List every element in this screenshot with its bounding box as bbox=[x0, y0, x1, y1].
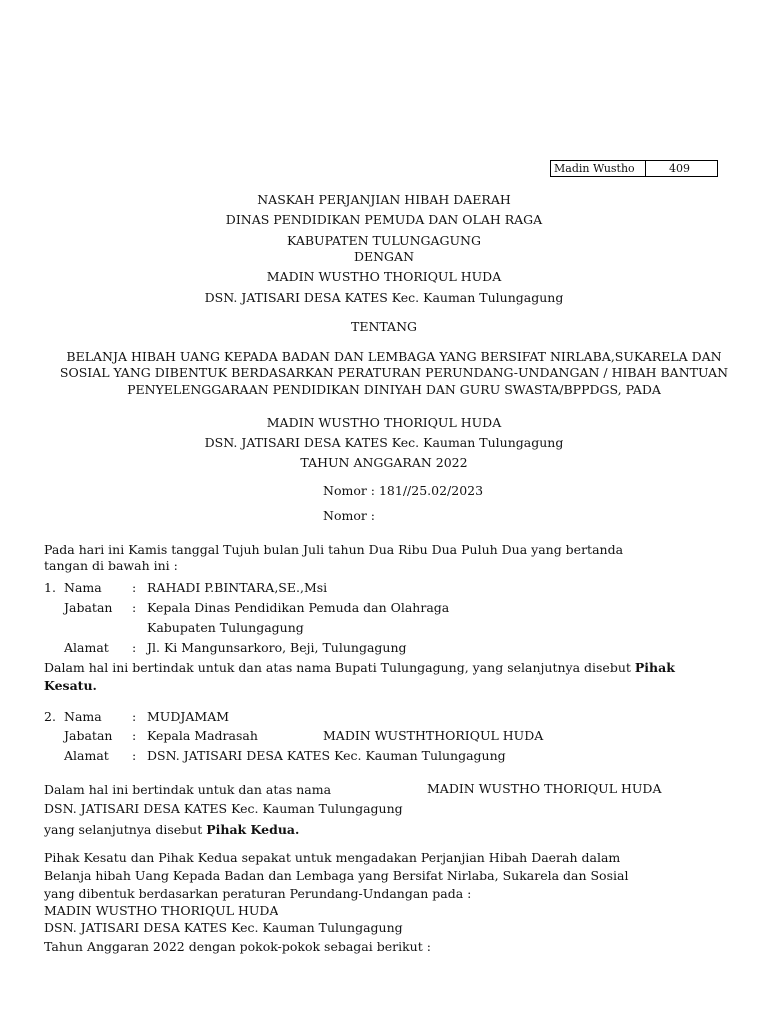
party-2-statement-org: MADIN WUSTHO THORIQUL HUDA bbox=[427, 781, 662, 796]
doc-address-2: DSN. JATISARI DESA KATES Kec. Kauman Tulungagung bbox=[204, 435, 564, 450]
party-2-address-label: Alamat bbox=[64, 748, 109, 763]
doc-number-1: Nomor : 181//25.02/2023 bbox=[323, 483, 484, 498]
agreement-line-1: Pihak Kesatu dan Pihak Kedua sepakat untuk mengadakan Perjanjian Hibah Daerah dalam bbox=[44, 850, 621, 865]
party-2-colon: : bbox=[132, 748, 137, 763]
doc-fiscal-year: TAHUN ANGGARAN 2022 bbox=[300, 455, 468, 470]
doc-institution-2: MADIN WUSTHO THORIQUL HUDA bbox=[266, 415, 502, 430]
intro-line-1: Pada hari ini Kamis tanggal Tujuh bulan Juli tahun Dua Ribu Dua Puluh Dua yang bertanda bbox=[44, 542, 624, 557]
party-1-colon: : bbox=[132, 600, 137, 615]
party-1-number: 1. bbox=[44, 580, 56, 595]
doc-title: NASKAH PERJANJIAN HIBAH DAERAH bbox=[257, 192, 511, 207]
party-2-name-label: Nama bbox=[64, 709, 102, 724]
doc-number-2: Nomor : bbox=[323, 508, 376, 523]
party-1-role: Pihak bbox=[634, 660, 675, 675]
party-1-position-2: Kabupaten Tulungagung bbox=[147, 620, 304, 635]
party-2-statement-3-text: yang selanjutnya disebut bbox=[44, 822, 207, 837]
party-2-statement-1: Dalam hal ini bertindak untuk dan atas nama bbox=[44, 782, 332, 797]
party-2-colon: : bbox=[132, 728, 137, 743]
party-1-role-2: Kesatu. bbox=[44, 678, 97, 693]
doc-address: DSN. JATISARI DESA KATES Kec. Kauman Tulungagung bbox=[204, 290, 564, 305]
doc-agency: DINAS PENDIDIKAN PEMUDA DAN OLAH RAGA bbox=[225, 212, 543, 227]
party-1-position: Kepala Dinas Pendidikan Pemuda dan Olahraga bbox=[147, 600, 450, 615]
party-2-position-org: MADIN WUSTHTHORIQUL HUDA bbox=[323, 728, 544, 743]
agreement-line-2: Belanja hibah Uang Kepada Badan dan Lembaga yang Bersifat Nirlaba, Sukarela dan Sosial bbox=[44, 868, 629, 883]
agreement-line-4: MADIN WUSTHO THORIQUL HUDA bbox=[44, 903, 278, 918]
party-2-role: Pihak Kedua. bbox=[206, 822, 300, 837]
party-1-colon: : bbox=[132, 640, 137, 655]
party-1-role-cont bbox=[44, 678, 97, 694]
party-1-colon: : bbox=[132, 580, 137, 595]
doc-institution: MADIN WUSTHO THORIQUL HUDA bbox=[266, 269, 502, 284]
id-box-number: 409 bbox=[669, 162, 690, 175]
doc-regency: KABUPATEN TULUNGAGUNG bbox=[287, 233, 481, 248]
party-2-number: 2. bbox=[44, 709, 56, 724]
agreement-line-3: yang dibentuk berdasarkan peraturan Perundang-Undangan pada : bbox=[44, 886, 472, 901]
intro-line-2: tangan di bawah ini : bbox=[44, 558, 178, 573]
agreement-line-5: DSN. JATISARI DESA KATES Kec. Kauman Tulungagung bbox=[44, 920, 403, 935]
agreement-line-6: Tahun Anggaran 2022 dengan pokok-pokok sebagai berikut : bbox=[44, 939, 431, 954]
party-2-address: DSN. JATISARI DESA KATES Kec. Kauman Tulungagung bbox=[147, 748, 506, 763]
party-1-name: RAHADI P.BINTARA,SE.,Msi bbox=[147, 580, 328, 595]
party-2-statement-3 bbox=[44, 822, 299, 838]
id-box-name: Madin Wustho bbox=[551, 161, 646, 176]
party-1-name-label: Nama bbox=[64, 580, 102, 595]
party-1-address-label: Alamat bbox=[64, 640, 109, 655]
document-id-box bbox=[550, 160, 718, 177]
party-2-colon: : bbox=[132, 709, 137, 724]
party-2-name: MUDJAMAM bbox=[147, 709, 230, 724]
party-1-statement bbox=[44, 660, 675, 676]
doc-subject: BELANJA HIBAH UANG KEPADA BADAN DAN LEMBAGA YANG BERSIFAT NIRLABA,SUKARELA DAN SOSIAL YANG DIBENTUK BERDASARKAN PERATURAN PERUNDANG-UNDANGAN / HIBAH BANTUAN PENYELENGGARAAN PENDIDIKAN DINIYAH DAN GURU SWASTA/BPPDGS, PADA bbox=[59, 349, 729, 397]
party-2-position-label: Jabatan bbox=[64, 728, 113, 743]
doc-dengan: DENGAN bbox=[353, 249, 415, 264]
party-2-position: Kepala Madrasah bbox=[147, 728, 258, 743]
doc-tentang: TENTANG bbox=[350, 319, 417, 334]
party-1-statement-text: Dalam hal ini bertindak untuk dan atas nama Bupati Tulungagung, yang selanjutnya disebut bbox=[44, 660, 635, 675]
party-1-address: Jl. Ki Mangunsarkoro, Beji, Tulungagung bbox=[147, 640, 407, 655]
party-1-position-label: Jabatan bbox=[64, 600, 113, 615]
party-2-statement-2: DSN. JATISARI DESA KATES Kec. Kauman Tulungagung bbox=[44, 801, 403, 816]
